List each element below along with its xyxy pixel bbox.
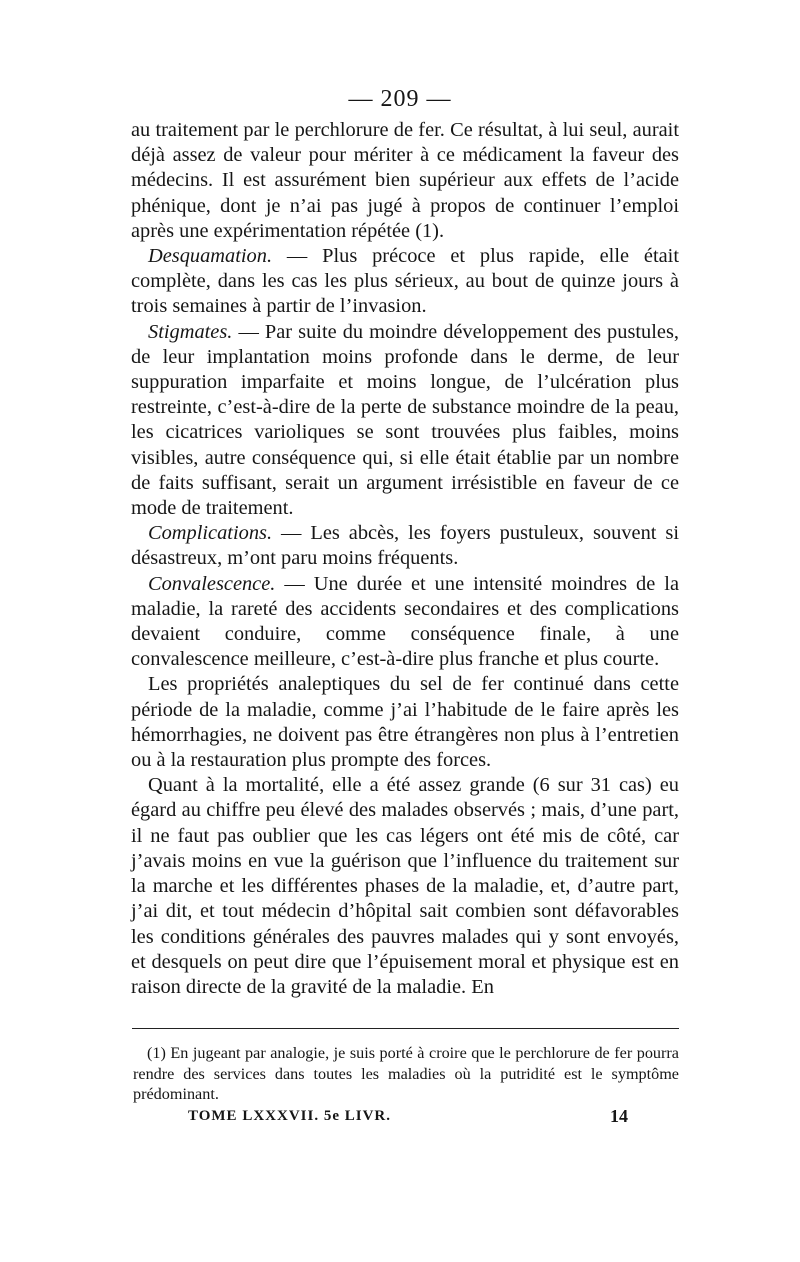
paragraph-analeptiques: Les propriétés analeptiques du sel de fer continué dans cette période de la maladie, comme j’ai l’habitude de le faire après les hémorrhagies, ne doivent pas être étrangères non plus à l’entretien ou à la restauration plus prompte des forces. bbox=[131, 673, 679, 772]
body-text bbox=[131, 118, 679, 1000]
section-heading-convalescence: Convalescence. bbox=[148, 572, 276, 595]
paragraph-stigmates bbox=[131, 320, 679, 522]
footnote-text: (1) En jugeant par analogie, je suis porté à croire que le perchlorure de fer pourra rendre des services dans toutes les maladies où la putridité est le symptôme prédominant. bbox=[133, 1044, 679, 1103]
footnote bbox=[133, 1043, 679, 1105]
footnote-divider bbox=[132, 1028, 679, 1029]
paragraph-text: — Plus précoce et plus rapide, elle était complète, dans les cas les plus sérieux, au bout de quinze jours à trois semaines à partir de l’invasion. bbox=[131, 245, 679, 318]
paragraph-mortalite: Quant à la mortalité, elle a été assez grande (6 sur 31 cas) eu égard au chiffre peu élevé des malades observés ; mais, d’une part, il ne faut pas oublier que les cas légers ont été mis de côté, car j’avais moins en vue la guérison que l’influence du traitement sur la marche et les différentes phases de la maladie, et, d’autre part, j’ai dit, et tout médecin d’hôpital sait combien sont défavorables les conditions générales des pauvres malades qui y sont envoyés, et desquels on peut dire que l’épuisement moral et physique est en raison directe de la gravité de la maladie. En bbox=[131, 774, 679, 998]
page-number: — 209 — bbox=[348, 86, 452, 112]
sheet-number: 14 bbox=[610, 1106, 628, 1126]
paragraph-text: — Les abcès, les foyers pustuleux, souvent si désastreux, m’ont paru moins fréquents. bbox=[131, 522, 679, 570]
paragraph-text: — Une durée et une intensité moindres de la maladie, la rareté des accidents secondaires et des complications devaient conduire, comme conséquence finale, à une convalescence meilleure, c’est-à-dire plus franche et plus courte. bbox=[131, 572, 679, 671]
paragraph-desquamation bbox=[131, 244, 679, 320]
paragraph-complications bbox=[131, 521, 679, 571]
signature-line bbox=[188, 1108, 628, 1125]
section-heading-desquamation: Desquamation. bbox=[148, 245, 273, 268]
section-heading-stigmates: Stigmates. bbox=[148, 320, 233, 343]
paragraph-convalescence bbox=[131, 572, 679, 673]
paragraph-continuation: au traitement par le perchlorure de fer. Ce résultat, à lui seul, aurait déjà assez de valeur pour mériter à ce médicament la faveur des médecins. Il est assurément bien supérieur aux effets de l’acide phénique, dont je n’ai pas jugé à propos de continuer l’emploi après une expérimentation répétée (1). bbox=[131, 119, 679, 242]
volume-signature: TOME LXXXVII. 5e LIVR. bbox=[188, 1108, 391, 1124]
section-heading-complications: Complications. bbox=[148, 522, 273, 545]
paragraph-text: — Par suite du moindre développement des pustules, de leur implantation moins profonde dans le derme, de leur suppuration imparfaite et moins longue, de l’ulcération plus restreinte, c’est-à-dire de la perte de substance moindre de la peau, les cicatrices varioliques se sont trouvées plus faibles, moins visibles, autre conséquence qui, si elle était établie par un nombre de faits suffisant, serait un argument irrésistible en faveur de ce mode de traitement. bbox=[131, 320, 679, 520]
